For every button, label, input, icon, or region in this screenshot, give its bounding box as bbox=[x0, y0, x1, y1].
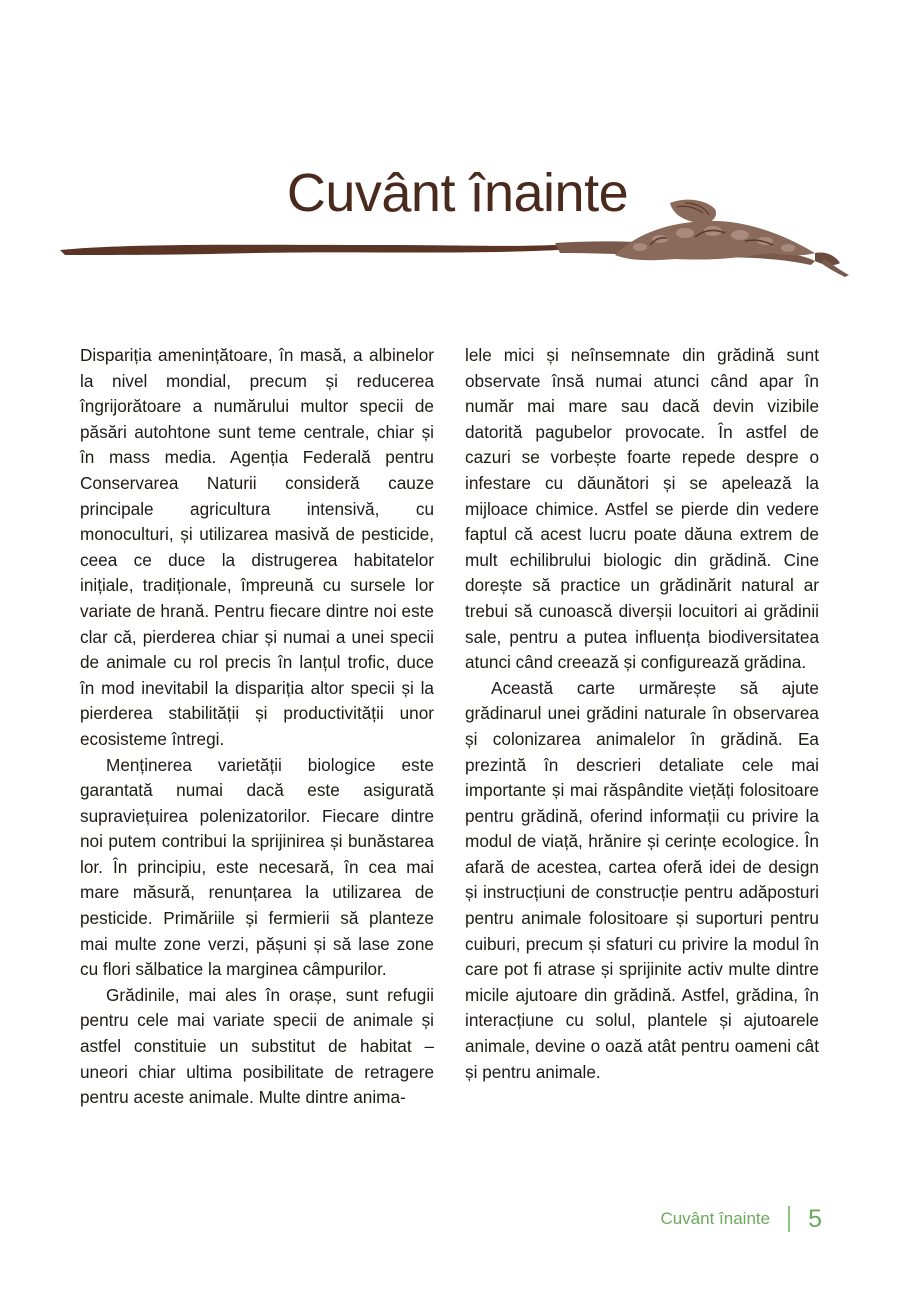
page-number: 5 bbox=[808, 1204, 822, 1233]
text-column-left bbox=[80, 343, 434, 1111]
footer-section-title: Cuvânt înainte bbox=[660, 1209, 771, 1228]
paragraph: Dispariția amenințătoare, în masă, a albinelor la nivel mondial, precum și reducerea îngrijorătoare a numărului multor specii de păsări autohtone sunt teme centrale, chiar și în mass media. Agenția Federală pentru Conservarea Naturii consideră cauze principale agricultura intensivă, cu monoculturi, și utilizarea masivă de pesticide, ceea ce duce la distrugerea habitatelor inițiale, tradiționale, împreună cu sursele lor variate de hrană. Pentru fiecare dintre noi este clar că, pierderea chiar și numai a unei specii de animale cu rol precis în lanțul trofic, duce în mod inevitabil la dispariția altor specii și la pierderea stabilității și productivității unor ecosisteme întregi. bbox=[80, 345, 434, 749]
paragraph: Menținerea varietății biologice este garantată numai dacă este asigurată supraviețuirea polenizatorilor. Fiecare dintre noi putem contribui la sprijinirea și bunăstarea lor. În principiu, este necesară, în cea mai mare măsură, renunțarea la utilizarea de pesticide. Primăriile și fermierii să planteze mai multe zone verzi, pășuni și să lase zone cu flori sălbatice la marginea câmpurilor. bbox=[80, 754, 434, 980]
text-column-right bbox=[465, 343, 819, 1085]
paragraph: Această carte urmărește să ajute grădinarul unei grădini naturale în observarea și colonizarea animalelor în grădină. Ea prezintă în descrieri detaliate cele mai importante și mai răspândite viețăți folositoare pentru grădină, oferind informații cu privire la modul de viață, hrănire și cerințe ecologice. În afară de acestea, cartea oferă idei de design și instrucțiuni de construcție pentru adăposturi pentru animale folositoare și suporturi pentru cuiburi, precum și sfaturi cu privire la modul în care pot fi atrase și sprijinite activ multe dintre micile ajutoare din grădină. Astfel, grădina, în interacțiune cu solul, plantele și ajutoarele animale, devine o oază atât pentru oameni cât și pentru animale. bbox=[465, 677, 819, 1082]
caterpillar-on-twig-icon bbox=[55, 195, 855, 285]
page-title: Cuvânt înainte bbox=[286, 163, 629, 223]
paragraph: Grădinile, mai ales în orașe, sunt refugii pentru cele mai variate specii de animale și astfel constituie un substitut de habitat – uneori chiar ultima posibilitate de retragere pentru aceste animale. Multe dintre anima- bbox=[80, 984, 434, 1108]
page-footer bbox=[660, 1204, 822, 1234]
paragraph: lele mici și neînsemnate din grădină sunt observate însă numai atunci când apar în număr mai mare sau dacă devin vizibile datorită pagubelor provocate. În astfel de cazuri se vorbește foarte repede despre o infestare cu dăunători și se apelează la mijloace chimice. Astfel se pierde din vedere faptul că acest lucru poate dăuna extrem de mult echilibrului biologic din grădină. Cine dorește să practice un grădinărit natural ar trebui să cunoască diverșii locuitori ai grădinii sale, pentru a putea influența biodiversitatea atunci când creează și configurează grădina. bbox=[465, 345, 819, 673]
footer-divider bbox=[788, 1206, 790, 1232]
